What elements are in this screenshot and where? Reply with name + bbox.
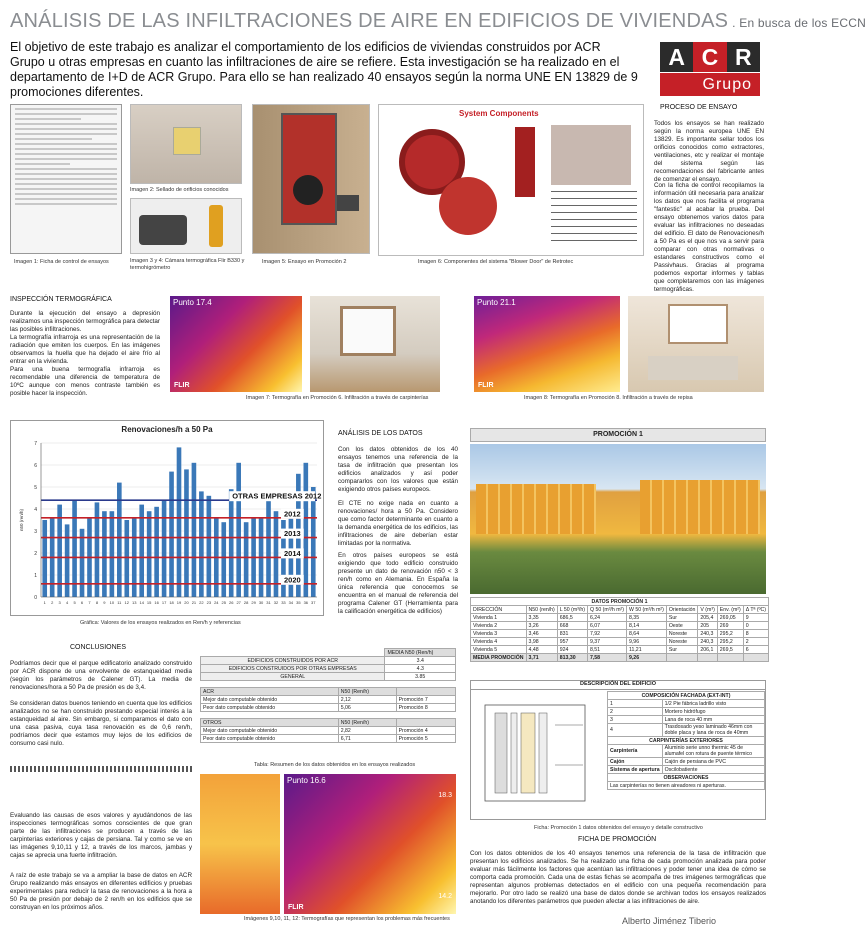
analisis-title: ANÁLISIS DE LOS DATOS (338, 430, 423, 437)
otros-cell: 2,82 (338, 727, 396, 735)
logo-letter-r: R (727, 42, 760, 72)
capa-desc: Trasdosado yeso laminado 46mm con doble placa y lana de roca de 40mm (662, 724, 764, 737)
proceso-p2: Con la ficha de control recopilamos la información útil necesaria para analizar los datos que nos facilita el programa "fantestic" al acabar la prueba. Del ensayo obtenemos varios datos para evaluar las infiltraciones no deseadas del edificio. El dato de Renovaciones/h a 50 Pa es el que nos va a servir para comparar con otras normativas o estandares constructivos como el Passivhaus. Gracias al programa podemos exportar informes y tablas que completaremos con las imágenes termográficas. (654, 182, 764, 293)
punto-value-2: 21.1 (500, 298, 516, 307)
bar (42, 520, 47, 597)
datos-row (471, 622, 769, 630)
detalle-box (470, 680, 766, 820)
components-list (551, 191, 637, 247)
otros-cell: Peor dato computable obtenido (201, 735, 339, 743)
promocion-photo (470, 444, 766, 594)
datos-row (471, 646, 769, 654)
renovaciones-chart (10, 420, 324, 616)
y-tick-label: 2 (34, 551, 37, 557)
caption-tables: Tabla: Resumen de los datos obtenidos en los ensayos realizados (254, 762, 416, 768)
bar (266, 500, 271, 597)
media-cell: 813,30 (557, 654, 587, 662)
termo-p1: Durante la ejecución del ensayo a depresión realizamos una inspección termográfica para detectar las posibles infiltraciones. (10, 310, 160, 333)
otros-cell: Mejor dato computable obtenido (201, 727, 339, 735)
x-tick-label: 13 (132, 600, 137, 605)
chart-title: Renovaciones/h a 50 Pa (121, 425, 213, 434)
carp-key: Cajón (608, 758, 663, 766)
bar (65, 524, 70, 597)
x-tick-label: 25 (221, 600, 226, 605)
datos-cell: Noreste (666, 630, 698, 638)
x-tick-label: 10 (109, 600, 115, 605)
y-axis-label: n50 (ren/h) (19, 508, 24, 532)
datos-head-7: Env. (m²) (717, 606, 743, 614)
datos-cell: 206,1 (698, 646, 717, 654)
datos-cell: 3,26 (526, 622, 557, 630)
x-tick-label: 11 (117, 600, 122, 605)
datos-head-6: V (m³) (698, 606, 717, 614)
datos-cell: 240,3 (698, 630, 717, 638)
capa-desc: 1/2 Pie fábrica ladrillo visto (662, 700, 764, 708)
reference-label: 2020 (284, 575, 301, 585)
termo-p2: La termografía infrarroja es una representación de la radiación que emiten los cuerpos. En las imágenes observamos la huella que ha dejado el aire frío al entrar en la vivienda. (10, 334, 160, 365)
datos-cell: 4,48 (526, 646, 557, 654)
acr-cell: Promoción 7 (396, 696, 455, 704)
media-cell-empty (666, 654, 698, 662)
x-tick-label: 30 (258, 600, 264, 605)
conclusiones-p2: Se consideran datos buenos teniendo en cuenta que los edificios analizados no se han construido prestando especial interés a la estanqueidad al aire. Sin embargo, si comparamos el dato con una casa pasiva, cuya tasa renovación es de 0,6 ren/h, podríamos decir que estamos muy lejos de los edificios de consumo casi nulo. (10, 700, 192, 747)
caption-img6: Imagen 6: Componentes del sistema "Blower Door" de Retrotec (418, 259, 574, 265)
y-tick-label: 6 (34, 463, 37, 469)
datos-cell: 6,07 (587, 622, 626, 630)
summary-head: MEDIA N50 (Ren/h) (385, 649, 456, 657)
divider-strip (10, 766, 192, 772)
otros-cell: 6,71 (338, 735, 396, 743)
capa-row (608, 724, 765, 737)
datos-cell: Sur (666, 614, 698, 622)
acr-row (201, 696, 456, 704)
conclusiones-title: CONCLUSIONES (70, 644, 127, 651)
capa-num: 2 (608, 708, 663, 716)
datos-cell: 3,98 (526, 638, 557, 646)
thermal-image-10 (284, 774, 456, 914)
datos-cell: 924 (557, 646, 587, 654)
bar (236, 463, 241, 597)
termo-p3: Para una buena termografía infrarroja es recomendable una diferencia de temperatura de 10ºC aunque con menos contraste también es posible hacer la inspección. (10, 366, 160, 397)
construction-detail-drawing (475, 695, 605, 815)
carp-val: Oscilobatiente (662, 766, 764, 774)
bar (207, 496, 212, 597)
ficha-text: Con los datos obtenidos de los 40 ensayos tenemos una referencia de la tasa de infiltración que presentan los edificios analizados. Se ha realizado una ficha de cada promoción analizada para poder evaluar más fácilmente los factores que acentúan las infiltraciones y poder tener una idea de cómo se comporta cada promoción. Cada una de estas fichas se acompaña de tres imágenes termográficas que representan algunos problemas detectados en el edificio con una pequeña recomendación para mejorarlo. Por otro lado se realizó una base de datos donde se archivan todos los ensayos realizados anotando los diferentes parámetros que pueden afectar a las infiltraciones de aire. (470, 850, 766, 905)
datos-head-3: Q 50 (m³/h m²) (587, 606, 626, 614)
ficha-title: FICHA DE PROMOCIÓN (578, 836, 657, 843)
frame-bar (515, 127, 535, 197)
capa-row (608, 700, 765, 708)
punto-label-1: Punto (173, 298, 194, 307)
summary-row (201, 665, 456, 673)
acr-head-1: N50 (Ren/h) (338, 688, 396, 696)
conclusiones-p3: Evaluando las causas de esos valores y ayudándonos de las inspecciones termográficas somos conscientes de que gran parte de las infiltraciones se producen a través de las carpinterías exteriores y cajas de persiana. Tal y como se ve en las imágenes 9,10,11 y 12, a través de los marcos, jambas y cajas se aprecia una fuerte infiltración. (10, 812, 192, 859)
caption-img34: Imagen 3 y 4: Cámara termográfica Flir B330 y termohigrómetro (130, 258, 245, 271)
datos-cell: 3,46 (526, 630, 557, 638)
x-tick-label: 34 (288, 600, 294, 605)
x-tick-label: 15 (146, 600, 152, 605)
x-tick-label: 35 (296, 600, 301, 605)
media-cell-empty (698, 654, 717, 662)
test-image (252, 104, 370, 254)
x-tick-label: 37 (311, 600, 316, 605)
conclusiones-p1: Podríamos decir que el parque edificatorio analizado construido por ACR dispone de una envolvente de estanqueidad media (según los parámetros de Calener GT). La media de renovaciones/hora a 50 Pa de presión es de 3,4. (10, 660, 192, 691)
reference-label: 2013 (284, 529, 301, 539)
media-cell: 9,26 (626, 654, 666, 662)
y-tick-label: 5 (34, 485, 37, 491)
thermal-image-7 (170, 296, 302, 392)
media-cell: MEDIA PROMOCIÓN (471, 654, 527, 662)
datos-head-5: Orientación (666, 606, 698, 614)
datos-cell: 3,35 (526, 614, 557, 622)
x-tick-label: 20 (184, 600, 189, 605)
logo-grupo: Grupo (660, 73, 760, 96)
conclusiones-p4: A raíz de este trabajo se va a ampliar la base de datos en ACR Grupo realizando más ensayos en diferentes edificios y pruebas experimentales para reducir la tasa de renovaciones a la hora a 50 Pa de presión por debajo de 2 ren/h en los edificios que se construyan en los próximos años. (10, 872, 192, 911)
x-tick-label: 14 (139, 600, 144, 605)
x-tick-label: 27 (236, 600, 241, 605)
logo-letter-a: A (660, 42, 693, 72)
x-tick-label: 21 (191, 600, 197, 605)
analisis-p2: El CTE no exige nada en cuanto a renovaciones/ hora a 50 Pa. Considero que como factor determinante en cuanto a la demanda energética de los edificios, las infiltraciones de aire deberían estar limitadas por la normativa. (338, 500, 458, 547)
carp-row (608, 745, 765, 758)
capa-num: 1 (608, 700, 663, 708)
datos-cell: 8,35 (626, 614, 666, 622)
datos-head-2: L 50 (m³/h) (557, 606, 587, 614)
system-components-image (378, 104, 644, 256)
datos-cell: Vivienda 4 (471, 638, 527, 646)
bar (303, 463, 308, 597)
punto-value-1: 17.4 (196, 298, 212, 307)
carp-title: CARPINTERÍAS EXTERIORES (608, 737, 765, 745)
x-tick-label: 12 (124, 600, 130, 605)
otros-table (200, 718, 456, 743)
thermal-image-9 (200, 774, 280, 914)
fachada-title: COMPOSICIÓN FACHADA (EXT-INT) (608, 692, 765, 700)
hygrometer (209, 205, 223, 247)
sealed-vent (173, 127, 201, 155)
datos-table (470, 597, 769, 662)
camera-image (130, 198, 242, 254)
window-photo-7 (310, 296, 440, 392)
bar (169, 472, 174, 597)
carp-key: Sistema de apertura (608, 766, 663, 774)
y-tick-label: 0 (34, 595, 37, 601)
acr-cell: Mejor dato computable obtenido (201, 696, 339, 704)
bar (80, 529, 85, 597)
poster-title: ANÁLISIS DE LAS INFILTRACIONES DE AIRE EN EDIFICIOS DE VIVIENDAS . En busca de los ECCN (10, 10, 866, 32)
bar (124, 520, 129, 597)
caption-img5: Imagen 5: Ensayo en Promoción 2 (262, 259, 347, 265)
analisis-p1: Con los datos obtenidos de los 40 ensayos tenemos una referencia de la tasa de infiltración que presentan los edificios analizados y así poder compararlos con los valores que están exigiendo otros países europeos. (338, 446, 458, 493)
datos-cell: 831 (557, 630, 587, 638)
x-tick-label: 31 (266, 600, 271, 605)
building-left (476, 484, 596, 534)
fan (293, 175, 323, 205)
acr-cell: 5,06 (338, 704, 396, 712)
datos-cell: Vivienda 5 (471, 646, 527, 654)
otros-row (201, 727, 456, 735)
datos-cell: 668 (557, 622, 587, 630)
datos-cell: 6,24 (587, 614, 626, 622)
caption-promo: Ficha: Promoción 1 datos obtenidos del ensayo y detalle constructivo (534, 825, 703, 831)
x-tick-label: 17 (161, 600, 167, 605)
fachada-table-wrap (607, 691, 765, 790)
reference-label: 2014 (284, 548, 301, 558)
y-tick-label: 4 (34, 507, 37, 513)
datos-cell: 269,05 (717, 614, 743, 622)
blower-door (281, 113, 337, 225)
datos-cell: 8 (743, 630, 768, 638)
bar (72, 500, 77, 597)
x-tick-label: 6 (80, 600, 84, 605)
x-tick-label: 24 (214, 600, 219, 605)
caption-img9: Imágenes 9,10, 11, 12: Termografías que representan los problemas más frecuentes (244, 916, 450, 922)
x-tick-label: 26 (228, 600, 234, 605)
sealing-image (130, 104, 242, 184)
flir-logo-2: FLIR (478, 382, 494, 389)
media-cell-empty (717, 654, 743, 662)
carp-row (608, 758, 765, 766)
datos-cell: 9,96 (626, 638, 666, 646)
reference-label: 2012 (284, 509, 301, 519)
datos-cell: 8,64 (626, 630, 666, 638)
summary-value: 3.85 (385, 673, 456, 681)
bar (311, 487, 316, 597)
capa-num: 4 (608, 724, 663, 737)
media-cell: 7,58 (587, 654, 626, 662)
datos-cell: Sur (666, 646, 698, 654)
x-tick-label: 4 (65, 600, 69, 605)
otros-head-0: OTROS (201, 719, 339, 727)
datos-head-8: Δ Tª (ºC) (743, 606, 768, 614)
sofa (648, 356, 738, 380)
carp-key: Carpintería (608, 745, 663, 758)
bar (95, 502, 100, 597)
capa-desc: Lana de roca 40 mm (662, 716, 764, 724)
control-sheet-image (10, 104, 122, 254)
datos-cell: 295,2 (717, 630, 743, 638)
acr-cell: Peor dato computable obtenido (201, 704, 339, 712)
otros-cell: Promoción 5 (396, 735, 455, 743)
caption-img2: Imagen 2: Sellado de orificios conocidos (130, 187, 229, 193)
x-tick-label: 19 (176, 600, 182, 605)
flir-logo-3: FLIR (288, 904, 304, 911)
carp-val: Cajón de persiana de PVC (662, 758, 764, 766)
bar (229, 489, 234, 597)
datos-head-0: DIRECCIÓN (471, 606, 527, 614)
datos-cell: Oeste (666, 622, 698, 630)
summary-label: EDIFICIOS CONSTRUIDOS POR OTRAS EMPRESAS (201, 665, 385, 673)
y-tick-label: 1 (34, 573, 37, 579)
x-tick-label: 33 (281, 600, 286, 605)
datos-table-wrap (470, 597, 766, 662)
window (340, 306, 396, 356)
promocion-title: PROMOCIÓN 1 (470, 428, 766, 442)
datos-cell: 269,5 (717, 646, 743, 654)
y-tick-label: 7 (34, 441, 37, 447)
caption-chart: Gráfica: Valores de los ensayos realizados en Ren/h y referencias (80, 620, 241, 626)
proceso-p1: Todos los ensayos se han realizado según la norma europea UNE EN 13829. Es importante sellar todos los orificios conocidos como extractores, ventilaciones, etc y realizar el montaje del sistema según las recomendaciones del fabricante antes de comenzar el ensayo. (654, 120, 764, 183)
datos-cell: 9 (743, 614, 768, 622)
bar (184, 469, 189, 597)
datos-cell: 957 (557, 638, 587, 646)
x-tick-label: 23 (206, 600, 212, 605)
carp-val: Aluminio serie unno thermic 45 de alumafel con rotura de puente térmico (662, 745, 764, 758)
summary-label: EDIFICIOS CONSTRUIDOS POR ACR (201, 657, 385, 665)
datos-cell: Vivienda 2 (471, 622, 527, 630)
room-photo-8 (628, 296, 764, 392)
caption-img7: Imagen 7: Termografía en Promoción 6. Infiltración a través de carpinterías (246, 395, 429, 401)
acr-logo (660, 42, 760, 96)
analisis-p3: En otros países europeos se está exigiendo que todo edificio construido presente un dato de renovación n50 < 3 ren/h como en Alemania. En España la única referencia que conocemos se encuentra en el manual de referencia del programa Calener GT (Herramienta para la calificación energética de edificios) (338, 552, 458, 615)
x-tick-label: 7 (88, 600, 91, 605)
caption-img1: Imagen 1: Ficha de control de ensayos (14, 259, 109, 265)
system-components-label: System Components (459, 109, 539, 118)
acr-cell: 2,12 (338, 696, 396, 704)
datos-cell: 686,5 (557, 614, 587, 622)
building-right (640, 480, 760, 534)
datos-cell: 11,21 (626, 646, 666, 654)
datos-head-1: N50 (ren/h) (526, 606, 557, 614)
obs-text: Las carpinterías no tienen aireadores ni aperturas. (608, 782, 765, 790)
y-tick-label: 3 (34, 529, 37, 535)
bar (244, 522, 249, 597)
x-tick-label: 29 (251, 600, 256, 605)
x-tick-label: 36 (303, 600, 309, 605)
datos-cell: Noreste (666, 638, 698, 646)
acr-head-0: ACR (201, 688, 339, 696)
datos-cell: 205,4 (698, 614, 717, 622)
datos-head-4: W 50 (m³/h m²) (626, 606, 666, 614)
x-tick-label: 28 (243, 600, 249, 605)
x-tick-label: 3 (58, 600, 61, 605)
proceso-title: PROCESO DE ENSAYO (660, 104, 738, 111)
bar (192, 463, 197, 597)
datos-cell: 269 (717, 622, 743, 630)
window (668, 304, 728, 344)
termo-title: INSPECCIÓN TERMOGRÁFICA (10, 296, 112, 303)
datos-title: DATOS PROMOCIÓN 1 (471, 598, 769, 606)
datos-row (471, 630, 769, 638)
datos-cell: 6 (743, 646, 768, 654)
punto-label-big: Punto (287, 776, 308, 785)
x-tick-label: 5 (73, 600, 76, 605)
x-tick-label: 8 (95, 600, 99, 605)
datos-cell: 0 (743, 622, 768, 630)
datos-cell: 240,3 (698, 638, 717, 646)
datos-row (471, 638, 769, 646)
acr-row (201, 704, 456, 712)
summary-value: 4.3 (385, 665, 456, 673)
laptop (337, 195, 359, 211)
obs-title: OBSERVACIONES (608, 774, 765, 782)
bar (199, 491, 204, 597)
components-panel (551, 125, 631, 185)
chart-svg (11, 421, 323, 615)
datos-cell: 205 (698, 622, 717, 630)
summary-row (201, 673, 456, 681)
otros-cell: Promoción 4 (396, 727, 455, 735)
x-tick-label: 18 (169, 600, 174, 605)
otros-head-1: N50 (Ren/h) (338, 719, 396, 727)
summary-label: GENERAL (201, 673, 385, 681)
thermal-image-8 (474, 296, 620, 392)
summary-row (201, 657, 456, 665)
datos-cell: 7,92 (587, 630, 626, 638)
reference-label: OTRAS EMPRESAS 2012 (232, 491, 322, 501)
x-tick-label: 22 (199, 600, 204, 605)
x-tick-label: 9 (103, 600, 106, 605)
x-tick-label: 2 (51, 600, 54, 605)
carp-row (608, 766, 765, 774)
bar (221, 522, 226, 597)
caption-img8: Imagen 8: Termografía en Promoción 8. Infiltración a través de repisa (524, 395, 693, 401)
acr-cell: Promoción 8 (396, 704, 455, 712)
scale-bottom: 14.2 (438, 893, 452, 900)
author-name: Alberto Jiménez Tiberio (622, 916, 717, 926)
x-tick-label: 1 (43, 600, 46, 605)
datos-cell: 2 (743, 638, 768, 646)
capa-row (608, 716, 765, 724)
datos-row (471, 614, 769, 622)
bar (162, 500, 167, 597)
thermal-camera (139, 215, 187, 245)
acr-table (200, 687, 456, 712)
datos-cell: 8,51 (587, 646, 626, 654)
punto-label-2: Punto (477, 298, 498, 307)
detalle-title: DESCRIPCIÓN DEL EDIFICIO (471, 681, 765, 690)
summary-tables (200, 648, 456, 743)
poster-subtitle: . En busca de los ECCN (732, 16, 866, 30)
otros-row (201, 735, 456, 743)
logo-letter-c: C (693, 42, 726, 72)
media-cell-empty (743, 654, 768, 662)
datos-cell: 9,37 (587, 638, 626, 646)
datos-cell: Vivienda 3 (471, 630, 527, 638)
datos-cell: 8,14 (626, 622, 666, 630)
bar (177, 447, 182, 597)
summary-value: 3.4 (385, 657, 456, 665)
datos-cell: Vivienda 1 (471, 614, 527, 622)
capa-row (608, 708, 765, 716)
scale-top: 18.3 (438, 792, 452, 799)
x-tick-label: 16 (154, 600, 159, 605)
fan-ring-2 (439, 177, 497, 235)
fachada-table (607, 691, 765, 790)
summary-table (200, 648, 456, 681)
datos-cell: 295,2 (717, 638, 743, 646)
punto-value-big: 16.6 (310, 776, 326, 785)
capa-num: 3 (608, 716, 663, 724)
media-cell: 3,71 (526, 654, 557, 662)
x-tick-label: 32 (273, 600, 279, 605)
flir-logo-1: FLIR (174, 382, 190, 389)
capa-desc: Mortero hidrófugo (662, 708, 764, 716)
intro-text: El objetivo de este trabajo es analizar el comportamiento de los edificios de viviendas construidos por ACR Grupo u otras empresas en cuanto las infiltraciones de aire se refiere. Esta investigación se ha realizado en el departamento de I+D de ACR Grupo. Para ello se han realizado 40 ensayos según la norma UNE EN 13829 de 9 promociones diferentes. (10, 40, 638, 99)
